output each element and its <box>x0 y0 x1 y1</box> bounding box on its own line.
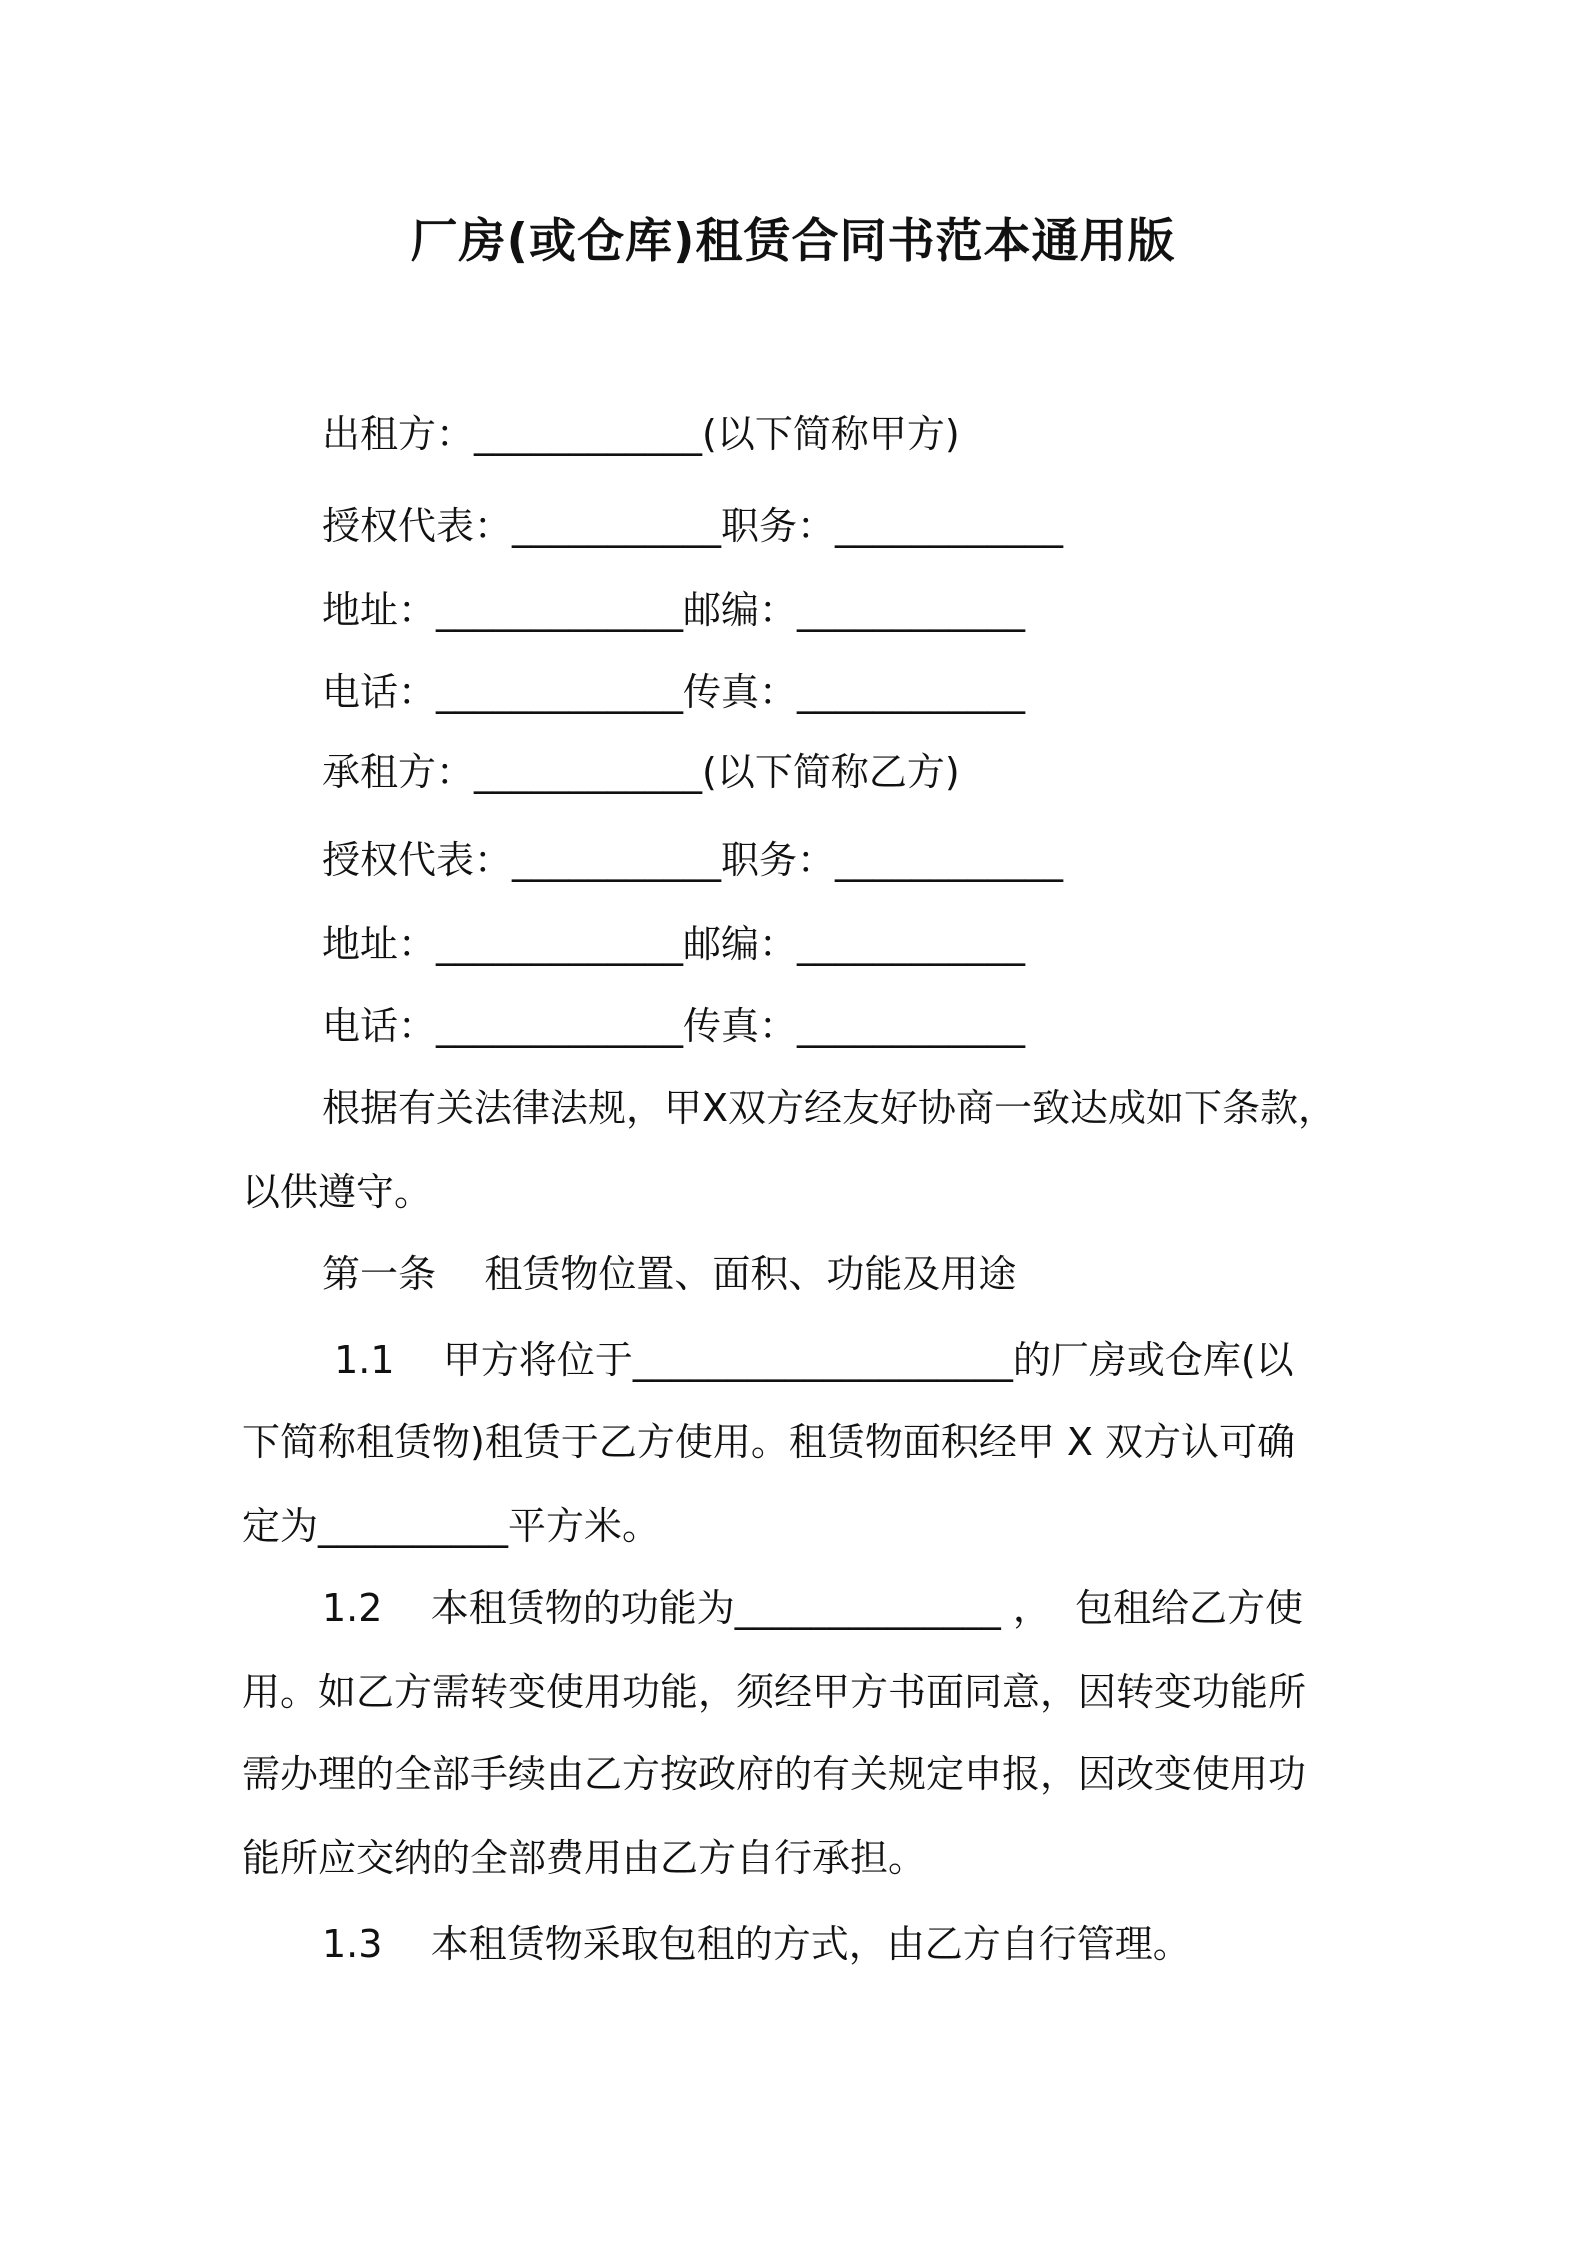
preamble-line-1: 根据有关法律法规，甲X双方经友好协商一致达成如下条款， <box>322 1086 1337 1130</box>
party-a-address-line: 地址：_____________邮编：____________ <box>322 588 1026 632</box>
clause-1-2-line-3: 需办理的全部手续由乙方按政府的有关规定申报，因改变使用功 <box>242 1752 1307 1796</box>
clause-1-1-line-2: 下简称租赁物)租赁于乙方使用。租赁物面积经甲 X 双方认可确 <box>242 1420 1296 1464</box>
party-b-representative-line: 授权代表：___________职务：____________ <box>322 838 1064 882</box>
party-a-phone-line: 电话：_____________传真：____________ <box>322 670 1026 714</box>
preamble-line-2: 以供遵守。 <box>242 1170 433 1214</box>
clause-1-2-line-2: 用。如乙方需转变使用功能，须经甲方书面同意，因转变功能所 <box>242 1670 1307 1714</box>
clause-1-2-line-1: 1.2 本租赁物的功能为______________ ， 包租给乙方使 <box>322 1586 1303 1630</box>
clause-1-1-line-1: 1.1 甲方将位于____________________的厂房或仓库(以 <box>322 1338 1294 1382</box>
clause-1-2-line-4: 能所应交纳的全部费用由乙方自行承担。 <box>242 1836 927 1880</box>
clause-1-1-line-3: 定为__________平方米。 <box>242 1504 661 1548</box>
party-b-phone-line: 电话：_____________传真：____________ <box>322 1004 1026 1048</box>
document-title: 厂房(或仓库)租赁合同书范本通用版 <box>410 214 1176 269</box>
article-1-heading: 第一条 租赁物位置、面积、功能及用途 <box>322 1252 1017 1296</box>
clause-1-3-line: 1.3 本租赁物采取包租的方式，由乙方自行管理。 <box>322 1922 1191 1966</box>
party-a-representative-line: 授权代表：___________职务：____________ <box>322 504 1064 548</box>
party-b-address-line: 地址：_____________邮编：____________ <box>322 922 1026 966</box>
lessee-line: 承租方：____________(以下简称乙方) <box>322 750 960 794</box>
lessor-line: 出租方：____________(以下简称甲方) <box>322 412 960 456</box>
